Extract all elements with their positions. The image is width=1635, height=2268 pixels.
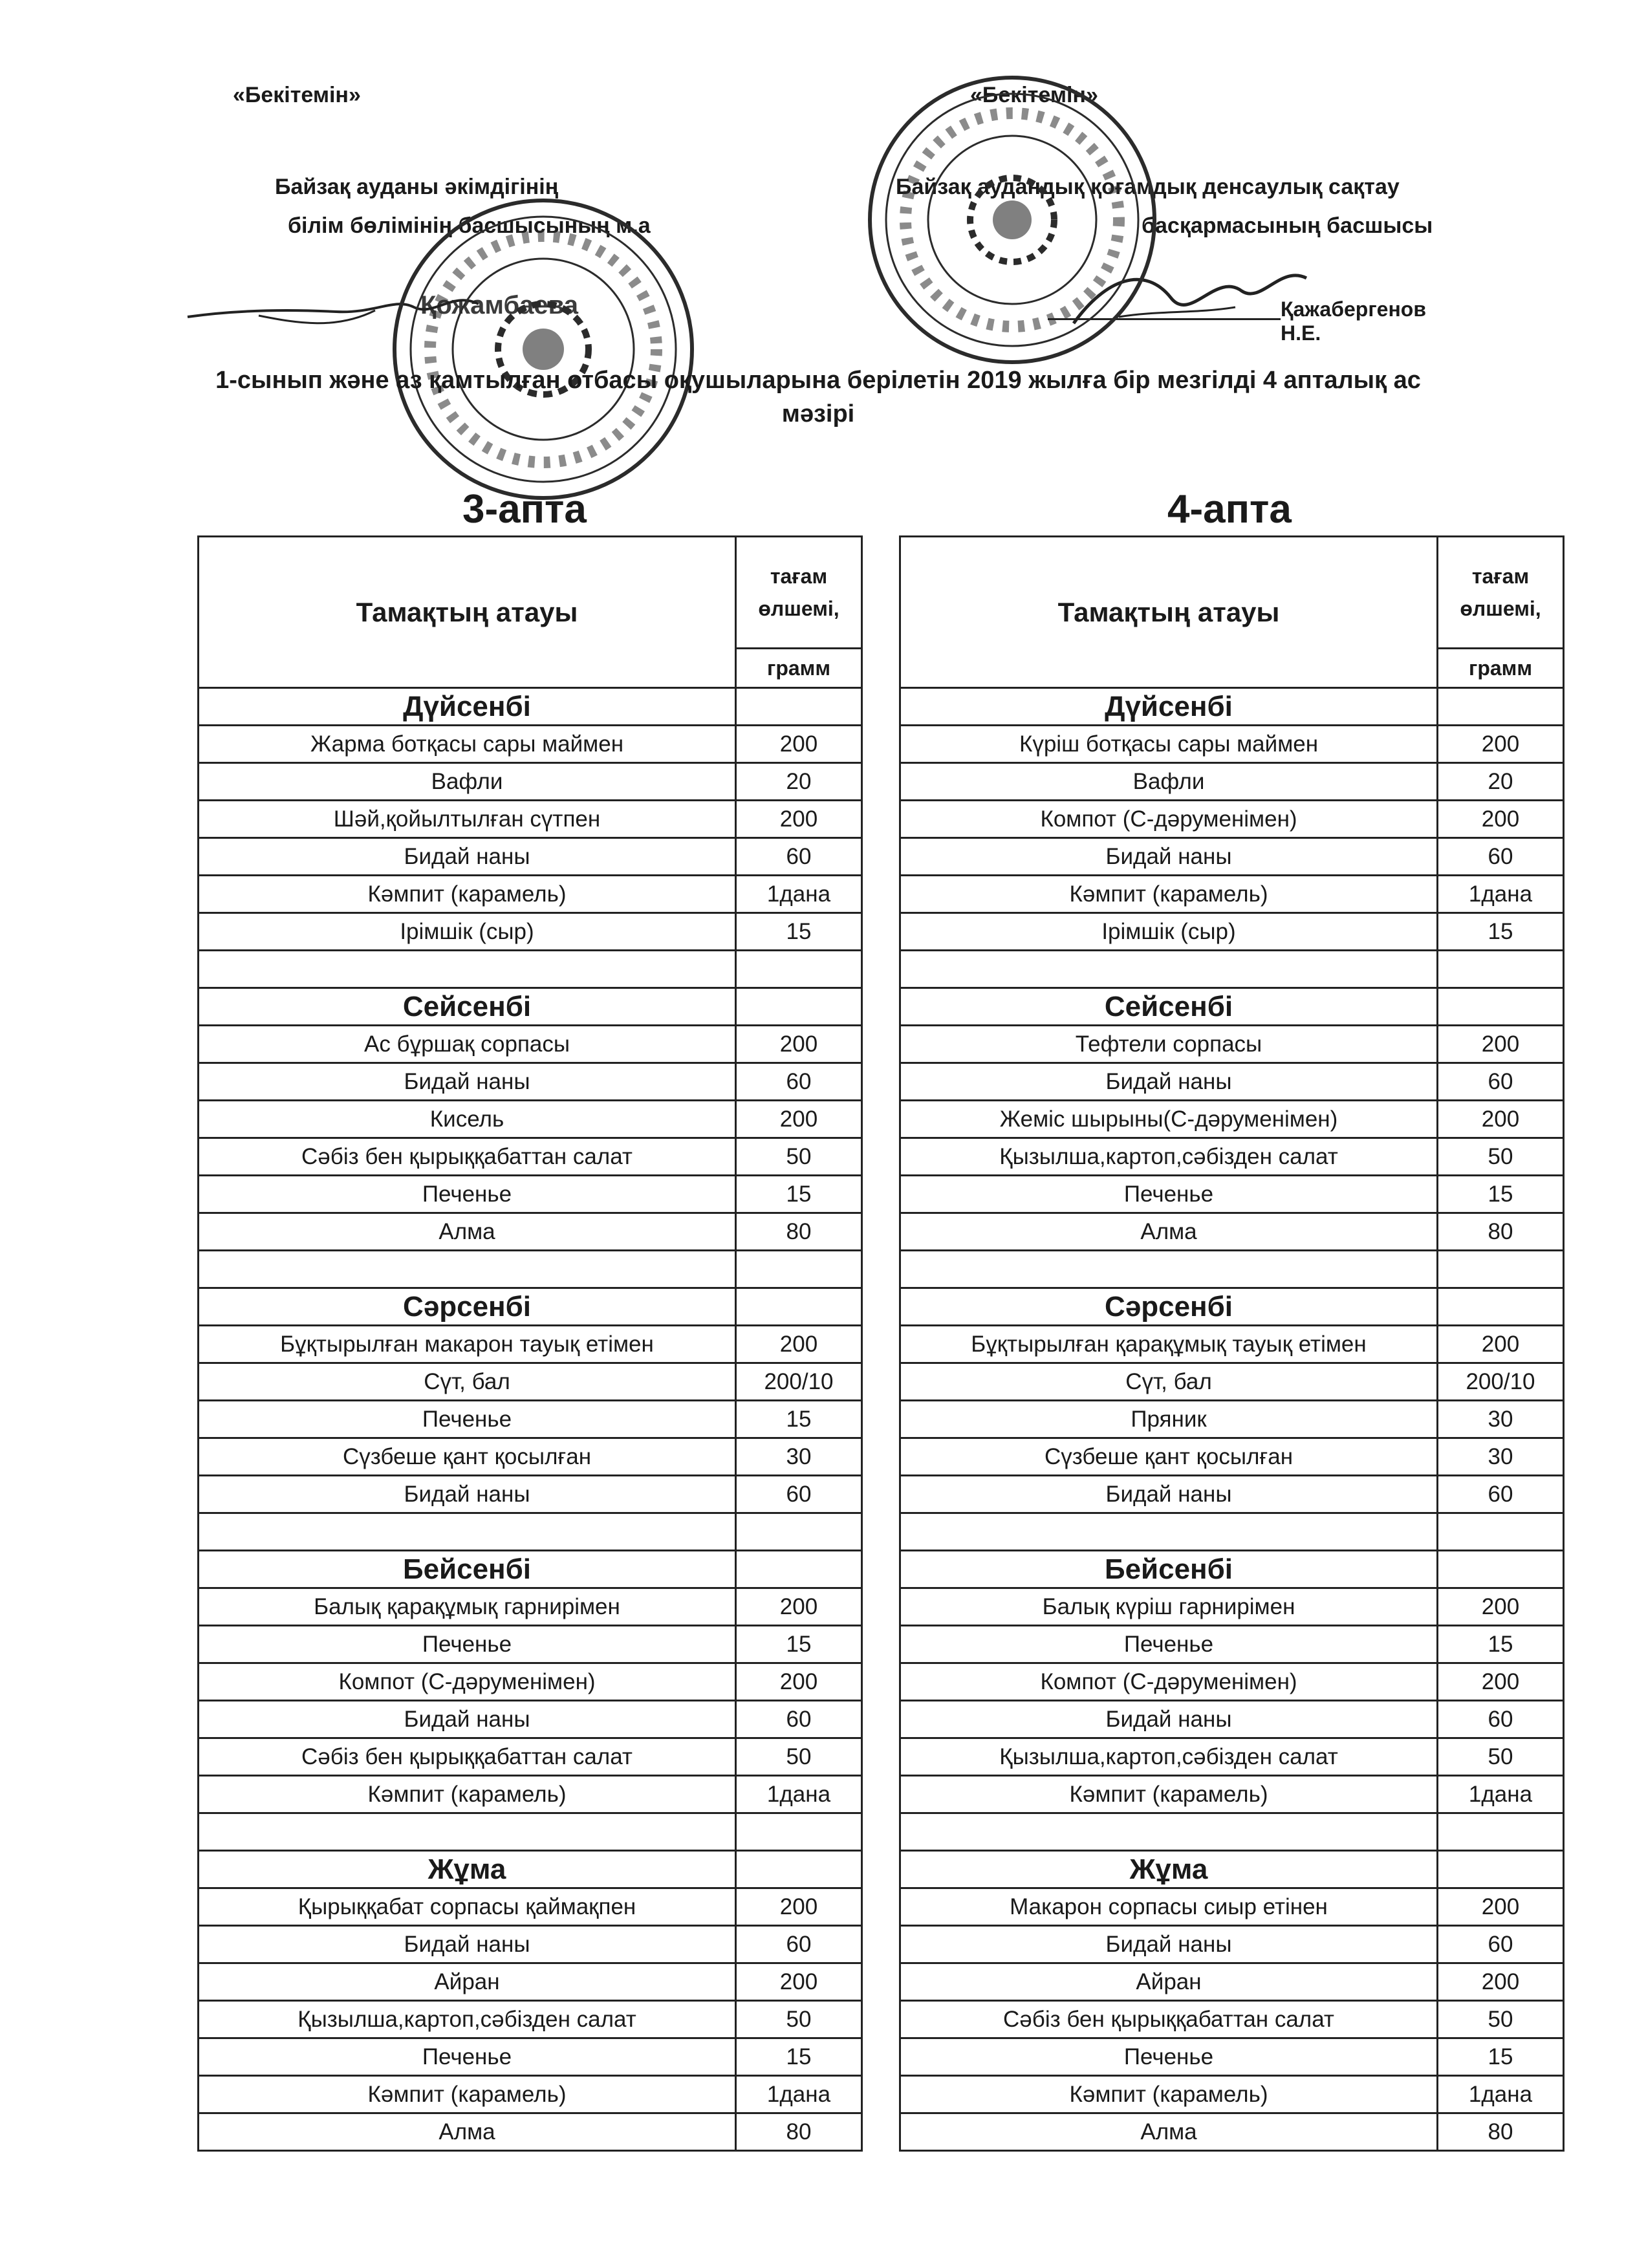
unit-label: грамм (736, 649, 862, 688)
dish-name: Компот (С-дәруменімен) (900, 1663, 1438, 1701)
table-row (199, 1326, 862, 1363)
table-row (900, 1063, 1564, 1101)
dish-name: Бұқтырылған қарақұмық тауық етімен (900, 1326, 1438, 1363)
spacer-cell (1438, 1251, 1564, 1288)
table-header-row (900, 537, 1564, 649)
amount-column-header: тағам өлшемі, (736, 537, 862, 649)
day-name: Сейсенбі (199, 988, 736, 1026)
table-row (900, 2076, 1564, 2113)
dish-amount: 200 (1438, 726, 1564, 763)
dish-amount: 200/10 (736, 1363, 862, 1401)
spacer-cell (736, 1513, 862, 1551)
spacer-cell (736, 1251, 862, 1288)
dish-amount: 200 (736, 1888, 862, 1926)
table-row (199, 1138, 862, 1176)
table-row (199, 1663, 862, 1701)
table-row (199, 763, 862, 801)
spacer-cell (1438, 1513, 1564, 1551)
day-amount-empty (736, 988, 862, 1026)
name-column-header: Тамақтың атауы (900, 537, 1438, 688)
dish-name: Печенье (199, 1401, 736, 1438)
table-row (199, 913, 862, 951)
day-amount-empty (736, 688, 862, 726)
table-row (900, 1176, 1564, 1213)
table-row (199, 726, 862, 763)
dish-name: Печенье (199, 1626, 736, 1663)
dish-name: Күріш ботқасы сары маймен (900, 726, 1438, 763)
dish-amount: 15 (736, 1176, 862, 1213)
spacer-row (199, 1813, 862, 1851)
table-row (199, 838, 862, 876)
day-name: Жұма (199, 1851, 736, 1888)
table-row (900, 1101, 1564, 1138)
dish-amount: 15 (736, 2038, 862, 2076)
day-row (900, 688, 1564, 726)
dish-name: Жеміс шырыны(С-дәруменімен) (900, 1101, 1438, 1138)
title-line-2: мәзірі (781, 400, 855, 427)
dish-name: Бидай наны (900, 1926, 1438, 1963)
day-row (199, 1288, 862, 1326)
day-row (199, 1551, 862, 1588)
day-name: Сәрсенбі (199, 1288, 736, 1326)
dish-name: Алма (199, 2113, 736, 2151)
day-row (199, 688, 862, 726)
table-row (900, 1926, 1564, 1963)
spacer-cell (199, 951, 736, 988)
dish-amount: 50 (736, 1738, 862, 1776)
day-amount-empty (736, 1551, 862, 1588)
dish-amount: 60 (736, 1476, 862, 1513)
dish-amount: 50 (736, 1138, 862, 1176)
table-row (199, 1063, 862, 1101)
dish-amount: 60 (736, 1063, 862, 1101)
table-header-row (199, 537, 862, 649)
dish-amount: 80 (736, 2113, 862, 2151)
dish-name: Балық қарақұмық гарнирімен (199, 1588, 736, 1626)
table-row (199, 2038, 862, 2076)
day-name: Дүйсенбі (199, 688, 736, 726)
day-amount-empty (1438, 1551, 1564, 1588)
day-name: Жұма (900, 1851, 1438, 1888)
day-name: Бейсенбі (199, 1551, 736, 1588)
dish-name: Сәбіз бен қырыққабаттан салат (199, 1138, 736, 1176)
dish-amount: 15 (736, 1401, 862, 1438)
table-row (199, 1213, 862, 1251)
table-row (900, 913, 1564, 951)
dish-amount: 1дана (1438, 876, 1564, 913)
dish-name: Сәбіз бен қырыққабаттан салат (900, 2001, 1438, 2038)
dish-amount: 200 (736, 801, 862, 838)
right-org-line1: Байзақ аудандық қоғамдық денсаулық сақтау (896, 175, 1400, 199)
day-amount-empty (736, 1851, 862, 1888)
table-row (900, 838, 1564, 876)
dish-amount: 60 (1438, 1701, 1564, 1738)
dish-amount: 200 (1438, 1588, 1564, 1626)
table-row (900, 1138, 1564, 1176)
dish-amount: 50 (736, 2001, 862, 2038)
table-row (199, 1588, 862, 1626)
day-row (900, 1551, 1564, 1588)
spacer-row (199, 1513, 862, 1551)
table-row (900, 1026, 1564, 1063)
dish-name: Қырыққабат сорпасы қаймақпен (199, 1888, 736, 1926)
dish-amount: 200 (1438, 801, 1564, 838)
dish-name: Алма (900, 1213, 1438, 1251)
dish-name: Ірімшік (сыр) (900, 913, 1438, 951)
dish-amount: 50 (1438, 1138, 1564, 1176)
dish-amount: 80 (736, 1213, 862, 1251)
table-row (199, 876, 862, 913)
dish-name: Печенье (900, 2038, 1438, 2076)
day-name: Дүйсенбі (900, 688, 1438, 726)
dish-amount: 60 (1438, 1063, 1564, 1101)
table-row (199, 1626, 862, 1663)
day-row (199, 988, 862, 1026)
dish-name: Кәмпит (карамель) (900, 2076, 1438, 2113)
table-row (900, 1701, 1564, 1738)
table-row (199, 1101, 862, 1138)
table-row (199, 1888, 862, 1926)
dish-amount: 200 (736, 1026, 862, 1063)
dish-amount: 1дана (1438, 1776, 1564, 1813)
table-row (199, 1401, 862, 1438)
spacer-cell (900, 1251, 1438, 1288)
dish-name: Алма (900, 2113, 1438, 2151)
dish-name: Ірімшік (сыр) (199, 913, 736, 951)
week-4-menu-table (899, 535, 1565, 2152)
table-row (199, 1963, 862, 2001)
day-amount-empty (1438, 688, 1564, 726)
unit-label: грамм (1438, 649, 1564, 688)
dish-name: Кәмпит (карамель) (900, 1776, 1438, 1813)
table-row (900, 2001, 1564, 2038)
spacer-cell (900, 1813, 1438, 1851)
dish-name: Макарон сорпасы сиыр етінен (900, 1888, 1438, 1926)
spacer-row (900, 951, 1564, 988)
dish-amount: 200 (1438, 1101, 1564, 1138)
left-org-line2: білім бөлімінің басшысының м.а (288, 213, 651, 238)
dish-name: Сүзбеше қант қосылған (900, 1438, 1438, 1476)
dish-name: Сүзбеше қант қосылған (199, 1438, 736, 1476)
dish-name: Кәмпит (карамель) (900, 876, 1438, 913)
dish-name: Кисель (199, 1101, 736, 1138)
dish-amount: 1дана (736, 1776, 862, 1813)
day-name: Бейсенбі (900, 1551, 1438, 1588)
spacer-cell (199, 1813, 736, 1851)
table-row (900, 1326, 1564, 1363)
dish-name: Пряник (900, 1401, 1438, 1438)
left-official-stamp (388, 194, 698, 504)
table-row (199, 1476, 862, 1513)
table-row (199, 1738, 862, 1776)
table-row (199, 2001, 862, 2038)
spacer-cell (736, 951, 862, 988)
day-amount-empty (1438, 1851, 1564, 1888)
dish-name: Компот (С-дәруменімен) (900, 801, 1438, 838)
day-amount-empty (1438, 988, 1564, 1026)
dish-amount: 200 (1438, 1888, 1564, 1926)
table-row (900, 1776, 1564, 1813)
dish-amount: 80 (1438, 1213, 1564, 1251)
table-row (199, 1701, 862, 1738)
dish-name: Кәмпит (карамель) (199, 2076, 736, 2113)
dish-amount: 200 (1438, 1963, 1564, 2001)
table-row (900, 1738, 1564, 1776)
dish-amount: 15 (1438, 1176, 1564, 1213)
day-amount-empty (736, 1288, 862, 1326)
dish-name: Шәй,қойылтылған сүтпен (199, 801, 736, 838)
table-row (900, 801, 1564, 838)
week-3-title: 3-апта (462, 487, 587, 532)
dish-name: Бидай наны (900, 838, 1438, 876)
right-official-stamp (863, 71, 1161, 369)
dish-name: Бидай наны (199, 1701, 736, 1738)
dish-amount: 60 (1438, 1476, 1564, 1513)
week-3-menu-table (197, 535, 863, 2152)
dish-amount: 200/10 (1438, 1363, 1564, 1401)
dish-amount: 50 (1438, 2001, 1564, 2038)
dish-name: Сүт, бал (199, 1363, 736, 1401)
right-signer-name: Қажабергенов Н.Е. (1281, 297, 1426, 345)
dish-name: Бидай наны (199, 1476, 736, 1513)
dish-amount: 1дана (736, 876, 862, 913)
dish-name: Бидай наны (900, 1063, 1438, 1101)
spacer-cell (1438, 951, 1564, 988)
dish-amount: 60 (736, 1701, 862, 1738)
dish-amount: 20 (1438, 763, 1564, 801)
table-row (900, 1963, 1564, 2001)
left-approve-label: «Бекітемін» (233, 83, 361, 107)
dish-name: Бидай наны (900, 1476, 1438, 1513)
spacer-cell (900, 1513, 1438, 1551)
dish-name: Бидай наны (199, 838, 736, 876)
amount-column-header: тағам өлшемі, (1438, 537, 1564, 649)
dish-amount: 200 (736, 1963, 862, 2001)
table-row (900, 1476, 1564, 1513)
dish-name: Компот (С-дәруменімен) (199, 1663, 736, 1701)
week-4-title: 4-апта (1167, 487, 1292, 532)
dish-amount: 15 (736, 913, 862, 951)
dish-amount: 30 (1438, 1438, 1564, 1476)
dish-name: Бұқтырылған макарон тауық етімен (199, 1326, 736, 1363)
table-row (199, 1363, 862, 1401)
table-row (900, 1438, 1564, 1476)
table-row (199, 1026, 862, 1063)
day-row (900, 1851, 1564, 1888)
day-row (900, 1288, 1564, 1326)
table-row (900, 1588, 1564, 1626)
dish-amount: 60 (1438, 1926, 1564, 1963)
table-row (199, 1438, 862, 1476)
table-row (900, 1663, 1564, 1701)
dish-amount: 1дана (1438, 2076, 1564, 2113)
dish-name: Тефтели сорпасы (900, 1026, 1438, 1063)
table-row (900, 2038, 1564, 2076)
dish-name: Вафли (900, 763, 1438, 801)
dish-amount: 80 (1438, 2113, 1564, 2151)
spacer-cell (199, 1513, 736, 1551)
left-signer-name: Қожамбаева (420, 291, 578, 319)
dish-amount: 15 (1438, 2038, 1564, 2076)
right-approve-label: «Бекітемін» (970, 83, 1098, 107)
table-row (199, 801, 862, 838)
dish-amount: 200 (1438, 1326, 1564, 1363)
dish-amount: 15 (1438, 913, 1564, 951)
table-row (199, 2113, 862, 2151)
dish-name: Қызылша,картоп,сәбізден салат (900, 1738, 1438, 1776)
dish-amount: 200 (1438, 1663, 1564, 1701)
title-line-1: 1-сынып және аз қамтылған отбасы оқушыларына берілетін 2019 жылға бір мезгілді 4 апталық ас (215, 367, 1421, 394)
day-row (199, 1851, 862, 1888)
day-row (900, 988, 1564, 1026)
spacer-row (900, 1251, 1564, 1288)
dish-amount: 20 (736, 763, 862, 801)
dish-name: Қызылша,картоп,сәбізден салат (199, 2001, 736, 2038)
dish-name: Кәмпит (карамель) (199, 1776, 736, 1813)
dish-name: Печенье (900, 1176, 1438, 1213)
dish-name: Жарма ботқасы сары маймен (199, 726, 736, 763)
dish-name: Печенье (900, 1626, 1438, 1663)
dish-amount: 60 (736, 838, 862, 876)
table-row (900, 763, 1564, 801)
spacer-cell (199, 1251, 736, 1288)
table-row (900, 726, 1564, 763)
table-row (900, 1888, 1564, 1926)
day-name: Сәрсенбі (900, 1288, 1438, 1326)
dish-name: Печенье (199, 1176, 736, 1213)
day-amount-empty (1438, 1288, 1564, 1326)
dish-name: Қызылша,картоп,сәбізден салат (900, 1138, 1438, 1176)
dish-amount: 60 (1438, 838, 1564, 876)
spacer-cell (900, 951, 1438, 988)
spacer-row (199, 1251, 862, 1288)
dish-amount: 30 (736, 1438, 862, 1476)
dish-name: Бидай наны (900, 1701, 1438, 1738)
table-row (900, 2113, 1564, 2151)
spacer-row (199, 951, 862, 988)
dish-name: Кәмпит (карамель) (199, 876, 736, 913)
table-row (199, 1776, 862, 1813)
table-row (900, 1363, 1564, 1401)
dish-amount: 200 (1438, 1026, 1564, 1063)
table-row (900, 1401, 1564, 1438)
dish-amount: 200 (736, 1588, 862, 1626)
dish-name: Печенье (199, 2038, 736, 2076)
name-column-header: Тамақтың атауы (199, 537, 736, 688)
dish-name: Балық күріш гарнирімен (900, 1588, 1438, 1626)
table-row (199, 2076, 862, 2113)
dish-amount: 200 (736, 1326, 862, 1363)
dish-amount: 60 (736, 1926, 862, 1963)
dish-name: Алма (199, 1213, 736, 1251)
dish-name: Айран (900, 1963, 1438, 2001)
day-name: Сейсенбі (900, 988, 1438, 1026)
dish-amount: 30 (1438, 1401, 1564, 1438)
dish-name: Ас бұршақ сорпасы (199, 1026, 736, 1063)
left-org-line1: Байзақ ауданы әкімдігінің (275, 175, 559, 199)
dish-amount: 1дана (736, 2076, 862, 2113)
dish-name: Сәбіз бен қырыққабаттан салат (199, 1738, 736, 1776)
dish-amount: 200 (736, 1663, 862, 1701)
dish-name: Бидай наны (199, 1063, 736, 1101)
dish-name: Сүт, бал (900, 1363, 1438, 1401)
spacer-cell (736, 1813, 862, 1851)
dish-name: Бидай наны (199, 1926, 736, 1963)
document-title (78, 363, 1559, 431)
dish-name: Айран (199, 1963, 736, 2001)
table-row (900, 1626, 1564, 1663)
spacer-row (900, 1813, 1564, 1851)
table-row (900, 1213, 1564, 1251)
dish-amount: 15 (736, 1626, 862, 1663)
table-row (900, 876, 1564, 913)
dish-amount: 200 (736, 1101, 862, 1138)
spacer-cell (1438, 1813, 1564, 1851)
dish-amount: 50 (1438, 1738, 1564, 1776)
dish-amount: 200 (736, 726, 862, 763)
table-row (199, 1926, 862, 1963)
dish-amount: 15 (1438, 1626, 1564, 1663)
table-row (199, 1176, 862, 1213)
spacer-row (900, 1513, 1564, 1551)
right-org-line2: басқармасының басшысы (1142, 213, 1433, 238)
dish-name: Вафли (199, 763, 736, 801)
